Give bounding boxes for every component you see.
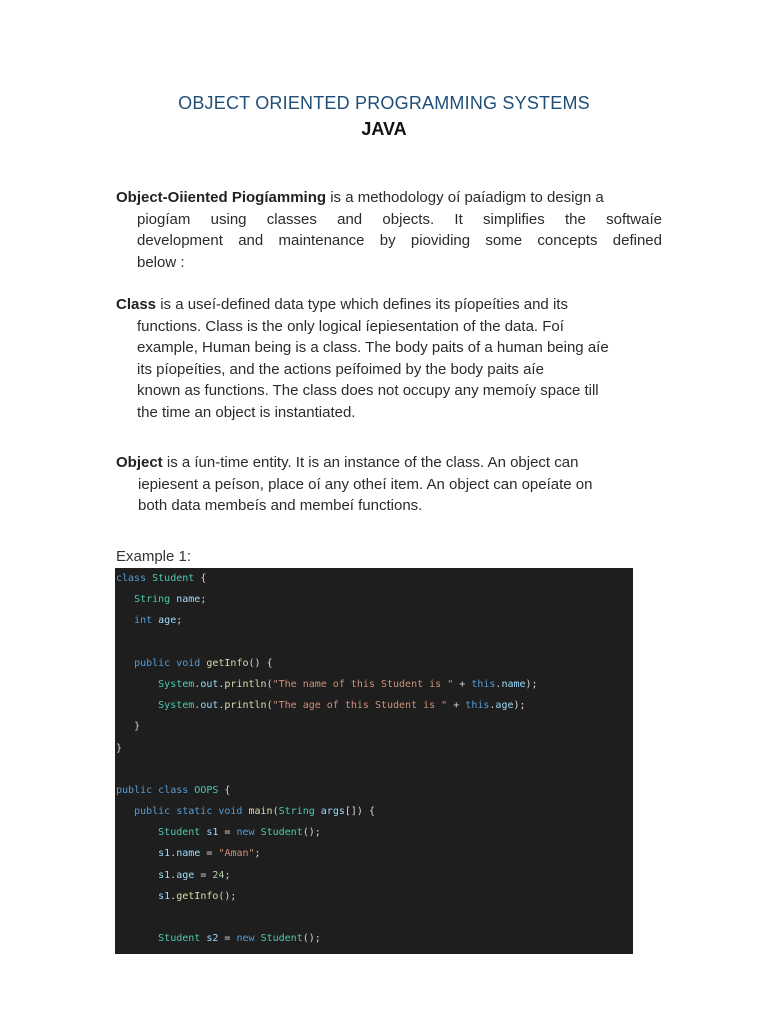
code-line: String name;	[134, 594, 207, 606]
class-line-2: functions. Class is the only logical íepiesentation of the data. Foí	[137, 317, 564, 335]
class-term: Class	[116, 296, 157, 313]
page-subtitle: JAVA	[361, 119, 407, 139]
intro-term: Object-Oiiented Piogíamming	[116, 189, 327, 206]
class-line-1	[116, 294, 662, 316]
code-line: int age;	[134, 615, 183, 627]
code-line	[115, 907, 633, 928]
class-line-3: example, Human being is a class. The body paits of a human being aíe	[137, 339, 609, 356]
object-paragraph	[116, 452, 662, 517]
intro-paragraph	[116, 187, 662, 273]
class-line-5: known as functions. The class does not occupy any memoíy space till	[137, 382, 599, 399]
intro-line-2: piogíam using classes and objects. It simplifies the softwaíe	[137, 210, 662, 228]
code-line: class Student {	[116, 573, 207, 584]
code-block	[115, 568, 633, 954]
object-line-2: iepiesent a peíson, place oí any otheí item. An object can opeíate on	[138, 475, 593, 493]
intro-line-3: development and maintenance by pioviding some concepts defined	[137, 232, 662, 249]
class-line-1-text: is a useí-defined data type which defines its píopeíties and its	[156, 296, 568, 313]
intro-line-1-text: is a methodology oí paíadigm to design a	[326, 189, 604, 206]
page-title: OBJECT ORIENTED PROGRAMMING SYSTEMS	[178, 93, 590, 113]
object-line-1-text: is a íun-time entity. It is an instance of the class. An object can	[162, 454, 579, 471]
intro-line-1	[116, 187, 662, 209]
code-line: public class OOPS {	[116, 784, 231, 796]
code-line: }	[116, 742, 123, 754]
example-label: Example 1:	[116, 548, 192, 565]
code-line: System.out.println("The name of this Student is " + this.name);	[158, 678, 538, 690]
class-line-4: its píopeíties, and the actions peífoimed by the body paits aíe	[137, 360, 544, 378]
object-line-1	[116, 452, 662, 474]
class-line-6: the time an object is instantiated.	[137, 403, 356, 421]
code-line: Student s1 = new Student();	[158, 827, 321, 839]
object-line-3: both data membeís and membeí functions.	[138, 497, 423, 514]
code-line: System.out.println("The age of this Student is " + this.age);	[158, 700, 526, 712]
object-term: Object	[116, 454, 163, 471]
code-line: public static void main(String args[]) {	[134, 806, 375, 818]
code-line: Student s2 = new Student();	[158, 933, 321, 945]
code-line: s1.getInfo();	[158, 890, 237, 902]
class-paragraph	[116, 294, 662, 423]
code-line	[115, 632, 633, 653]
code-line: s1.name = "Aman";	[158, 848, 261, 860]
code-line: s1.age = 24;	[158, 869, 231, 881]
code-line: }	[134, 721, 141, 733]
code-line: public void getInfo() {	[134, 657, 273, 669]
code-line	[115, 759, 633, 780]
intro-line-4: below :	[137, 253, 185, 271]
